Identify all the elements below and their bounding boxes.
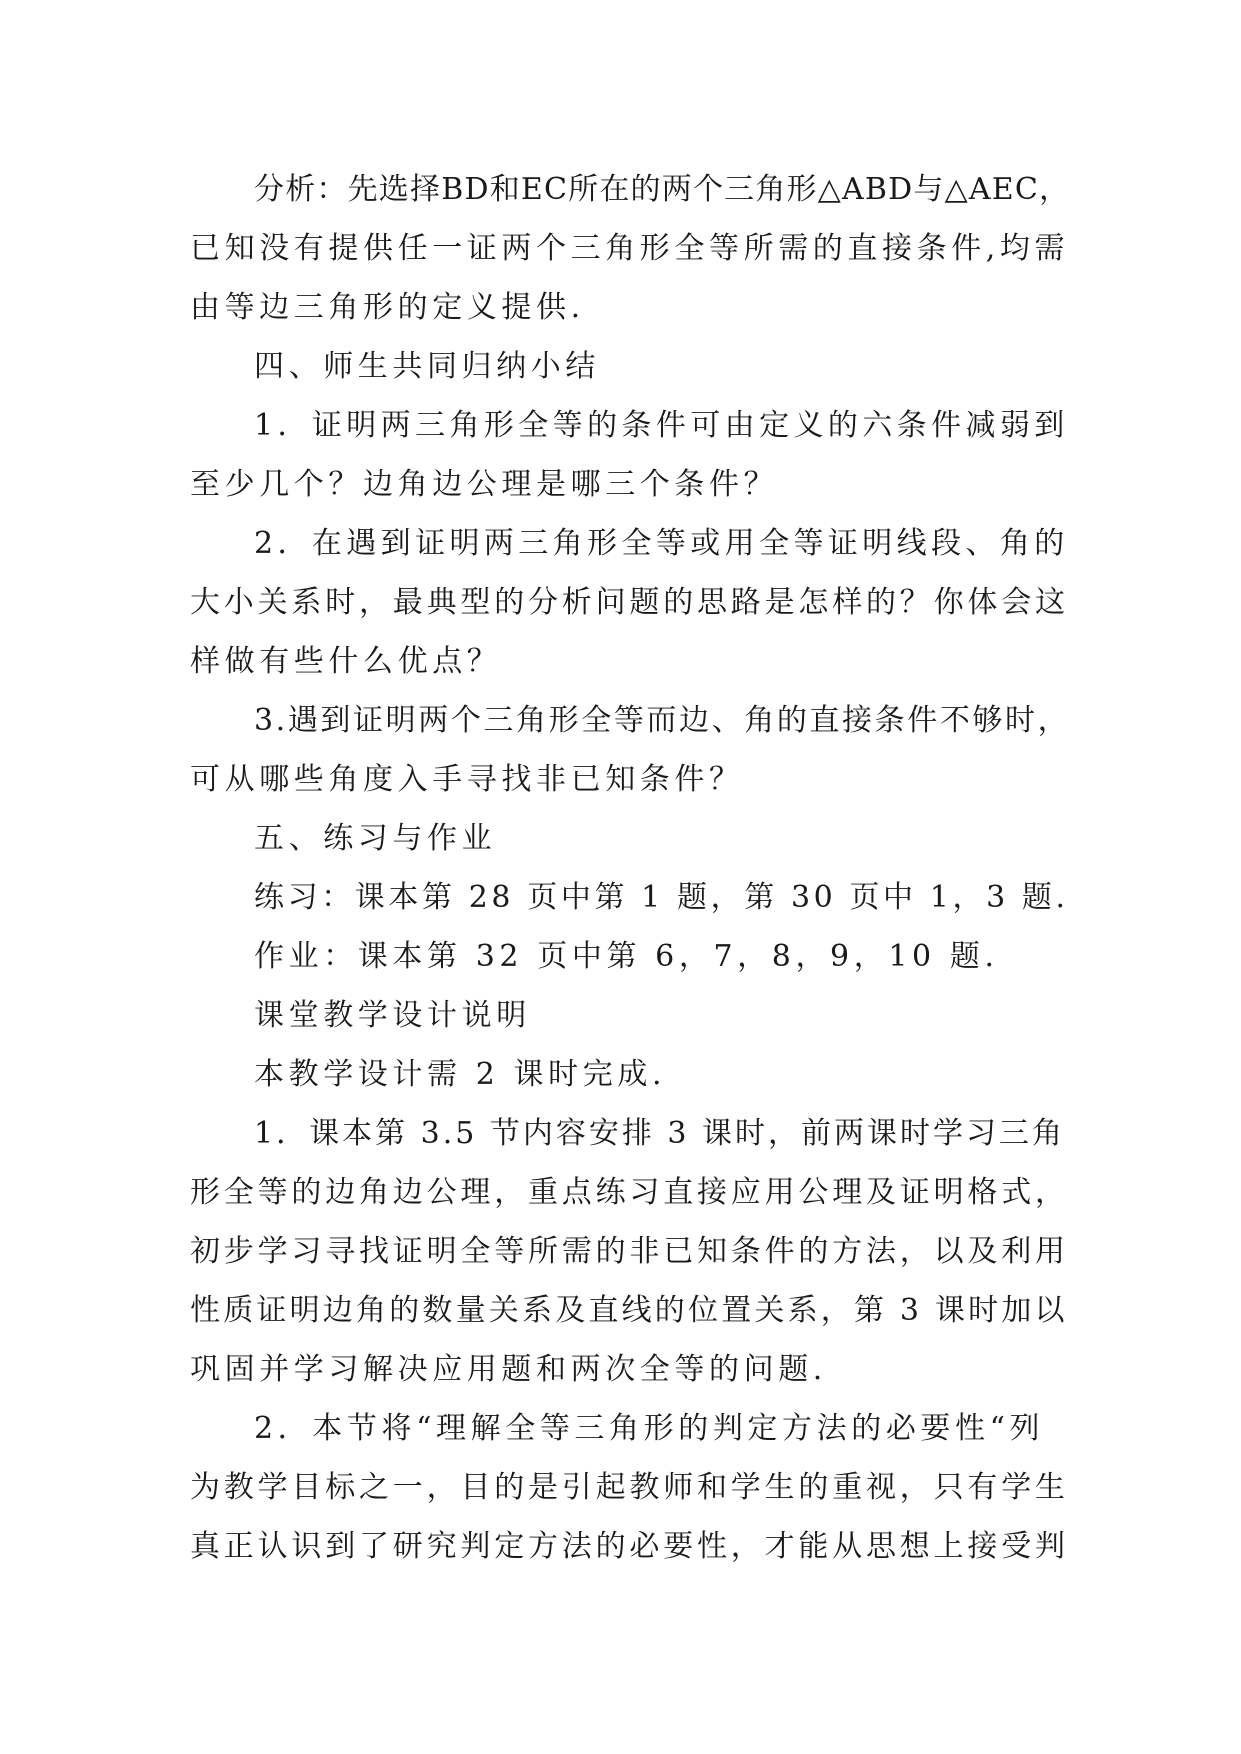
text-line: 样做有些什么优点？ (190, 644, 502, 679)
text-line: 作业：课本第 32 页中第 6，7，8，9，10 题. (254, 939, 999, 974)
text-line: 真正认识到了研究判定方法的必要性，才能从思想上接受判 (190, 1529, 1069, 1564)
text-line: 可从哪些角度入手寻找非已知条件？ (190, 762, 744, 797)
text-line: 本教学设计需 2 课时完成. (254, 1057, 667, 1092)
text-line: 大小关系时，最典型的分析问题的思路是怎样的？你体会这 (190, 585, 1069, 620)
text-line: 至少几个？边角边公理是哪三个条件？ (190, 467, 779, 502)
text-block (190, 160, 1070, 1576)
text-line: 已知没有提供任一证两个三角形全等所需的直接条件,均需 (190, 231, 1070, 266)
section-heading: 四、师生共同归纳小结 (254, 349, 600, 384)
section-heading: 课堂教学设计说明 (254, 998, 531, 1033)
text-line: 1．证明两三角形全等的条件可由定义的六条件减弱到 (254, 408, 1069, 443)
section-heading: 五、练习与作业 (254, 821, 497, 856)
text-line: 巩固并学习解决应用题和两次全等的问题. (190, 1352, 827, 1387)
text-line: 2．在遇到证明两三角形全等或用全等证明线段、角的 (254, 526, 1069, 561)
text-line: 性质证明边角的数量关系及直线的位置关系，第 3 课时加以 (190, 1293, 1068, 1328)
document-body (190, 160, 1070, 1576)
text-line: 3.遇到证明两个三角形全等而边、角的直接条件不够时， (254, 703, 1071, 738)
text-line: 为教学目标之一，目的是引起教师和学生的重视，只有学生 (190, 1470, 1069, 1505)
text-line: 2．本节将“理解全等三角形的判定方法的必要性“列 (254, 1411, 1045, 1446)
text-line: 由等边三角形的定义提供. (190, 290, 585, 325)
text-line: 1．课本第 3.5 节内容安排 3 课时，前两课时学习三角 (254, 1116, 1066, 1151)
text-line: 形全等的边角边公理，重点练习直接应用公理及证明格式， (190, 1175, 1069, 1210)
text-line: 练习：课本第 28 页中第 1 题，第 30 页中 1，3 题. (254, 880, 1069, 915)
text-line: 分析：先选择BD和EC所在的两个三角形△ABD与△AEC， (254, 172, 1071, 207)
text-line: 初步学习寻找证明全等所需的非已知条件的方法，以及利用 (190, 1234, 1069, 1269)
